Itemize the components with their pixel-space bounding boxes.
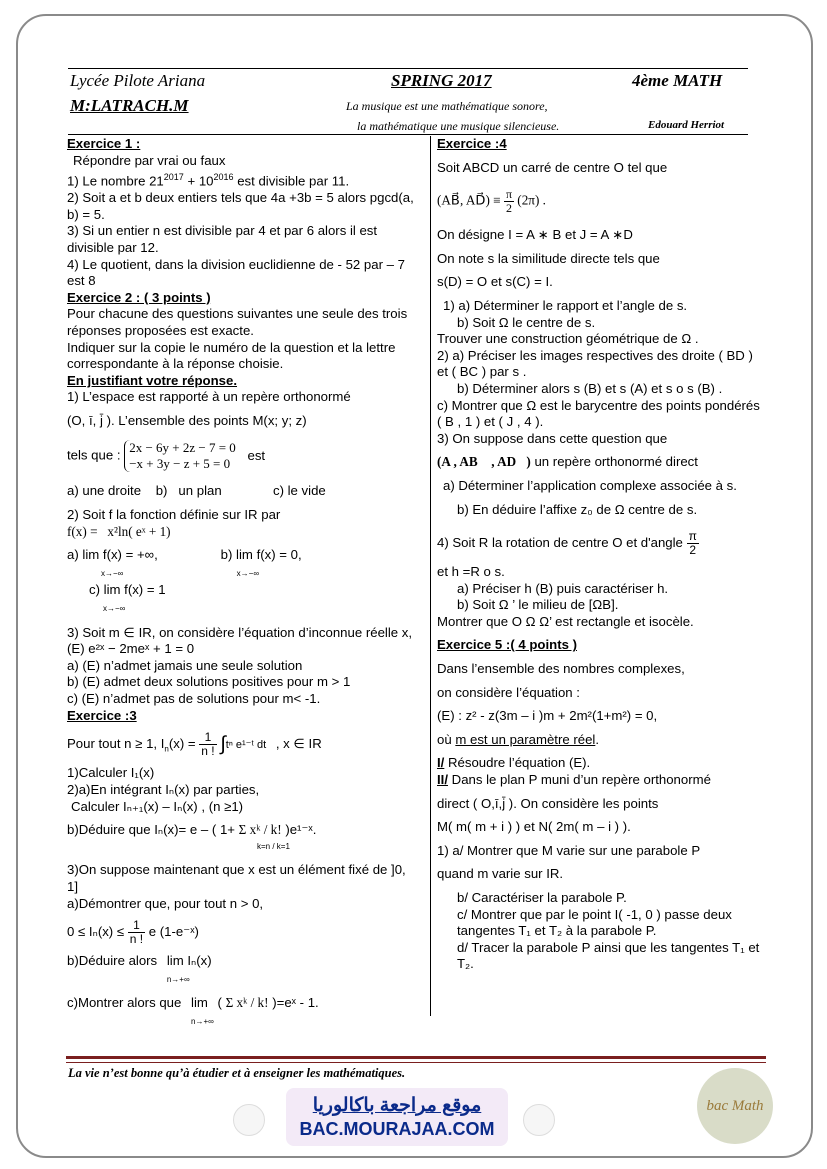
ex1-q2: 2) Soit a et b deux entiers tels que 4a +3b = 5 alors pgcd(a, b) = 5. — [67, 190, 414, 222]
ex4-q4b: et h =R o s. — [437, 564, 505, 580]
exercise-1-title: Exercice 1 : — [67, 136, 141, 151]
exercise-5-title: Exercice 5 :( 4 points ) — [437, 637, 577, 653]
school-name: Lycée Pilote Ariana — [70, 71, 206, 90]
ex4-l3: On note s la similitude directe tels que — [437, 250, 660, 266]
ex1-q1: 1) Le nombre $21^{2017} + 10^{2016}$ est divisible par 11. — [67, 172, 350, 189]
exercise-3-title: Exercice :3 — [67, 707, 137, 723]
ex5-l3: où m est un paramètre réel. — [437, 731, 600, 747]
ex3-q2a: 2)a)En intégrant Iₙ(x) par parties, — [67, 782, 260, 798]
ex4-l1: Soit ABCD un carré de centre O tel que — [437, 159, 668, 175]
ex4-q4c: a) Préciser h (B) puis caractériser h. — [457, 580, 669, 596]
quote-line-2: la mathématique une musique silencieuse. — [357, 119, 560, 133]
ex1-intro: Répondre par vrai ou faux — [73, 152, 226, 168]
ex5-l2: on considère l’équation : — [437, 684, 580, 700]
ex4-l2: On désigne I = A ∗ B et J = A ∗D — [437, 227, 633, 243]
ex3-q2b: b)Déduire que Iₙ(x)= e – ( 1+ Σ xᵏ / k! )e¹⁻ˣ. — [67, 822, 317, 838]
ex4-q3b: b) En déduire l’affixe z₀ de Ω centre de s. — [457, 501, 698, 517]
footer-rule-thin — [66, 1062, 766, 1063]
ex2-q3-b: b) (E) admet deux solutions positives pour m > 1 — [67, 674, 351, 690]
ex1-q3: 3) Si un entier n est divisible par 4 et par 6 alors il est divisible par 12. — [67, 223, 378, 255]
ex2-q3: 3) Soit m ∈ IR, on considère l’équation d’inconnue réelle x, (E) e²ˣ − 2meˣ + 1 = 0 — [67, 624, 413, 657]
site-url[interactable]: BAC.MOURAJAA.COM — [299, 1119, 495, 1139]
teacher-name: M:LATRACH.M — [70, 96, 189, 115]
ex3-q3a: a)Démontrer que, pour tout n > 0, — [67, 895, 264, 911]
site-name-arabic: موقع مراجعة باكالوريا — [312, 1095, 482, 1116]
ex3-q2b-limits: k=n / k=1 — [257, 841, 290, 851]
ex2-q3-a: a) (E) n’admet jamais une seule solution — [67, 657, 303, 673]
left-small-logo — [233, 1104, 265, 1136]
ex5-p2b: direct ( O,ī,j̄ ). On considère les points — [437, 795, 659, 811]
ex4-q3-rep: (A , AB⃗ , AD⃗) un repère orthonormé direct — [437, 454, 698, 470]
right-small-logo — [523, 1104, 555, 1136]
ex5-qc: c/ Montrer que par le point I( -1, 0 ) passe deux tangentes T₁ et T₂ à la parabole P. — [457, 906, 732, 939]
ex5-part2: II/ Dans le plan P muni d’un repère orthonormé — [437, 772, 711, 788]
ex3-q3a-ineq: 0 ≤ Iₙ(x) ≤ $\frac{1}{n !}$ e (1-e⁻ˣ) — [67, 918, 199, 947]
footer-quote: La vie n’est bonne qu’à étudier et à enseigner les mathématiques. — [68, 1066, 406, 1080]
ex4-q3a: a) Déterminer l’application complexe associée à s. — [443, 477, 737, 493]
ex4-q1a: 1) a) Déterminer le rapport et l’angle de s. — [443, 297, 688, 313]
ex2-q2: 2) Soit f la fonction définie sur IR par — [67, 507, 281, 523]
exercise-4-title: Exercice :4 — [437, 136, 507, 151]
header-top-rule — [68, 68, 748, 69]
ex2-q1b: (O, ī, j̄ ). L’ensemble des points M(x; y; z) — [67, 412, 307, 428]
ex1-q4: 4) Le quotient, dans la division euclidienne de - 52 par – 7 est 8 — [67, 256, 405, 289]
ex5-equation: (E) : z² - z(3m – i )m + 2m²(1+m²) = 0, — [437, 708, 658, 724]
ex4-q4: 4) Soit R la rotation de centre O et d'angle $\frac{\pi}{2}$ — [437, 529, 697, 558]
ex4-q2c: c) Montrer que Ω est le barycentre des points pondérés ( B , 1 ) et ( J , 4 ). — [437, 397, 760, 430]
ex2-q2-choices-ab: a) lim f(x) = +∞, x→−∞ b) lim f(x) = 0, x→−∞ — [67, 547, 302, 578]
class-label: 4ème MATH — [632, 71, 723, 90]
site-banner[interactable] — [286, 1088, 508, 1146]
ex3-q3b: b)Déduire alors lim Iₙ(x) n→+∞ — [67, 953, 212, 984]
ex4-angle: (AB⃗, AD⃗) ≡ $\frac{\pi}{2}$ (2π) . — [437, 187, 546, 216]
exercise-2-title: Exercice 2 : ( 3 points ) — [67, 289, 211, 305]
column-separator — [430, 136, 431, 1016]
ex3-q2a2: Calculer Iₙ₊₁(x) – Iₙ(x) , (n ≥1) — [71, 798, 244, 814]
ex5-qd: d/ Tracer la parabole P ainsi que les tangentes T₁ et T₂. — [457, 939, 760, 972]
left-column — [67, 136, 417, 1031]
ex2-q2-choice-c: c) lim f(x) = 1 x→−∞ — [89, 582, 166, 614]
ex2-intro-2: Indiquer sur la copie le numéro de la question et la lettre correspondante à la réponse choisie. — [67, 339, 396, 372]
ex5-p2c: M( m( m + i ) ) et N( 2m( m – i ) ). — [437, 819, 631, 835]
quote-author: Edouard Herriot — [648, 119, 725, 131]
right-column — [437, 136, 762, 973]
bac-math-logo: bac Math — [697, 1068, 773, 1144]
ex3-q3c: c)Montrer alors que lim n→+∞ ( Σ xᵏ / k! )=eˣ - 1. — [67, 995, 319, 1026]
ex4-l4: s(D) = O et s(C) = I. — [437, 274, 553, 290]
ex2-q1-system: tels que : 2x − 6y + 2z − 7 = 0 −x + 3y − z + 5 = 0 est — [67, 440, 266, 472]
quote-line-1: La musique est une mathématique sonore, — [346, 99, 548, 113]
ex5-qa: 1) a/ Montrer que M varie sur une parabole P — [437, 842, 701, 858]
ex3-q3: 3)On suppose maintenant que x est un élément fixé de ]0, 1] — [67, 862, 406, 894]
ex5-qb: b/ Caractériser la parabole P. — [457, 890, 627, 905]
ex4-q2b: b) Déterminer alors s (B) et s (A) et s o s (B) . — [457, 380, 723, 396]
equation-system: 2x − 6y + 2z − 7 = 0 −x + 3y − z + 5 = 0 — [124, 440, 236, 472]
footer-rule-thick — [66, 1056, 766, 1059]
ex3-definition: Pour tout n ≥ 1, $I_n(x)$ = $\frac{1}{n !}$ ∫tⁿ e¹⁻ᵗ dt , x ∈ IR — [67, 730, 322, 759]
ex5-l1: Dans l’ensemble des nombres complexes, — [437, 661, 685, 677]
ex2-intro-1: Pour chacune des questions suivantes une seule des trois réponses proposées est exacte. — [67, 306, 408, 338]
ex2-q1-choices: a) une droite b) un plan c) le vide — [67, 483, 326, 499]
header-bottom-rule — [68, 134, 748, 135]
ex4-q4e: Montrer que O Ω Ω’ est rectangle et isocèle. — [437, 613, 694, 629]
ex2-q1: 1) L’espace est rapporté à un repère orthonormé — [67, 389, 351, 405]
ex4-q2a: 2) a) Préciser les images respectives des droite ( BD ) et ( BC ) par s . — [437, 347, 753, 380]
ex3-q1: 1)Calculer I₁(x) — [67, 765, 155, 781]
ex4-q4d: b) Soit Ω ’ le milieu de [ΩB]. — [457, 597, 619, 613]
ex2-q3-c: c) (E) n’admet pas de solutions pour m< -1. — [67, 691, 321, 707]
ex5-qa2: quand m varie sur IR. — [437, 866, 564, 882]
ex4-q1b: b) Soit Ω le centre de s. — [457, 314, 596, 330]
session-title: SPRING 2017 — [391, 71, 492, 90]
ex5-part1: I/ Résoudre l’équation (E). — [437, 755, 591, 771]
ex2-justify: En justifiant votre réponse. — [67, 372, 238, 388]
ex4-q1c: Trouver une construction géométrique de Ω . — [437, 331, 699, 347]
ex2-q2-def: f(x) = x²ln( eˣ + 1) — [67, 523, 171, 539]
ex4-q3: 3) On suppose dans cette question que — [437, 430, 668, 446]
